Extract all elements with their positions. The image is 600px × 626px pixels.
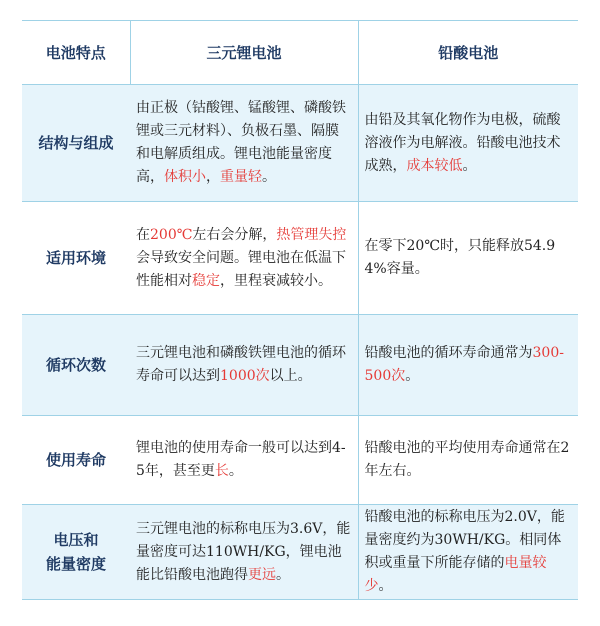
- body-text: 三元锂电池和磷酸铁锂电池的循环寿命可以达到: [136, 345, 346, 384]
- body-text: ，: [206, 169, 220, 185]
- row-label-line: 电压和: [53, 531, 99, 549]
- highlight-text: 更远: [248, 566, 276, 583]
- body-text: 三元锂电池的标称电压为3.6V，能量密度可达110WH/KG，锂电池能比铅酸电池跑得: [136, 520, 351, 583]
- header-row: [22, 21, 578, 85]
- highlight-text: 电量较少: [364, 555, 547, 594]
- table-row: [22, 505, 578, 600]
- body-text: 锂电池的使用寿命一般可以达到4-5年，甚至更: [136, 440, 346, 479]
- highlight-text: 体积小: [164, 169, 206, 185]
- table-row: [22, 416, 578, 505]
- body-text: 会导致安全问题。锂电池在低温下性能相对: [136, 249, 346, 289]
- highlight-text: 成本较低: [406, 157, 463, 174]
- battery-comparison-table: [22, 20, 578, 600]
- lithium-structure-cell: [130, 85, 358, 202]
- lead-cycles-cell: [358, 315, 578, 416]
- body-text: 由铅及其氧化物作为电极，硫酸溶液作为电解液。铅酸电池技术成熟，: [364, 111, 561, 174]
- body-text: 由正极（钴酸锂、锰酸锂、磷酸铁锂或三元材料）、负极石墨、隔膜和电解质组成。锂电池能量密度高，: [136, 100, 346, 185]
- body-text: 。: [276, 566, 290, 583]
- header-lithium: 三元锂电池: [130, 21, 358, 85]
- header-feature: 电池特点: [22, 21, 130, 85]
- body-text: 以上。: [269, 368, 312, 384]
- lithium-environment-cell: [130, 202, 358, 315]
- body-text: 铅酸电池的循环寿命通常为: [364, 345, 533, 361]
- row-label-cycles: [22, 315, 130, 416]
- header-lead: 铅酸电池: [358, 21, 578, 85]
- body-text: ，里程衰减较小。: [220, 272, 332, 289]
- body-text: 。: [378, 578, 393, 594]
- body-text: 在: [136, 226, 150, 243]
- highlight-text: 300-500次: [364, 345, 564, 384]
- highlight-text: 重量轻: [220, 169, 262, 185]
- highlight-text: 1000次: [220, 368, 270, 384]
- row-label-lifespan: [22, 416, 130, 505]
- row-label-line: 适用环境: [45, 249, 106, 267]
- lead-voltage-cell: [358, 505, 578, 600]
- body-text: 。: [462, 157, 477, 174]
- lead-environment-cell: [358, 202, 578, 315]
- body-text: 铅酸电池的标称电压为2.0V，能量密度约为30WH/KG。相同体积或重量下所能存储的: [364, 509, 565, 571]
- body-text: 铅酸电池的平均使用寿命通常在2年左右。: [364, 440, 570, 479]
- lithium-cycles-cell: [130, 315, 358, 416]
- lead-structure-cell: [358, 85, 578, 202]
- body-text: 。: [228, 463, 243, 479]
- body-text: 左右会分解，: [192, 226, 277, 243]
- lithium-voltage-cell: [130, 505, 358, 600]
- lithium-lifespan-cell: [130, 416, 358, 505]
- table-row: [22, 315, 578, 416]
- row-label-line: 使用寿命: [45, 451, 106, 469]
- row-label-structure: [22, 85, 130, 202]
- row-label-line: 结构与组成: [38, 134, 114, 152]
- body-text: 在零下20℃时，只能释放54.94%容量。: [364, 238, 556, 277]
- highlight-text: 稳定: [192, 272, 220, 289]
- row-label-environment: [22, 202, 130, 315]
- highlight-text: 200℃: [150, 226, 193, 243]
- table-row: [22, 85, 578, 202]
- table-row: [22, 202, 578, 315]
- lead-lifespan-cell: [358, 416, 578, 505]
- highlight-text: 热管理失控: [276, 226, 347, 243]
- row-label-voltage: [22, 505, 130, 600]
- highlight-text: 长: [214, 463, 229, 479]
- body-text: 。: [405, 368, 420, 384]
- body-text: 。: [262, 169, 276, 185]
- row-label-line: 能量密度: [45, 555, 106, 573]
- row-label-line: 循环次数: [45, 356, 106, 374]
